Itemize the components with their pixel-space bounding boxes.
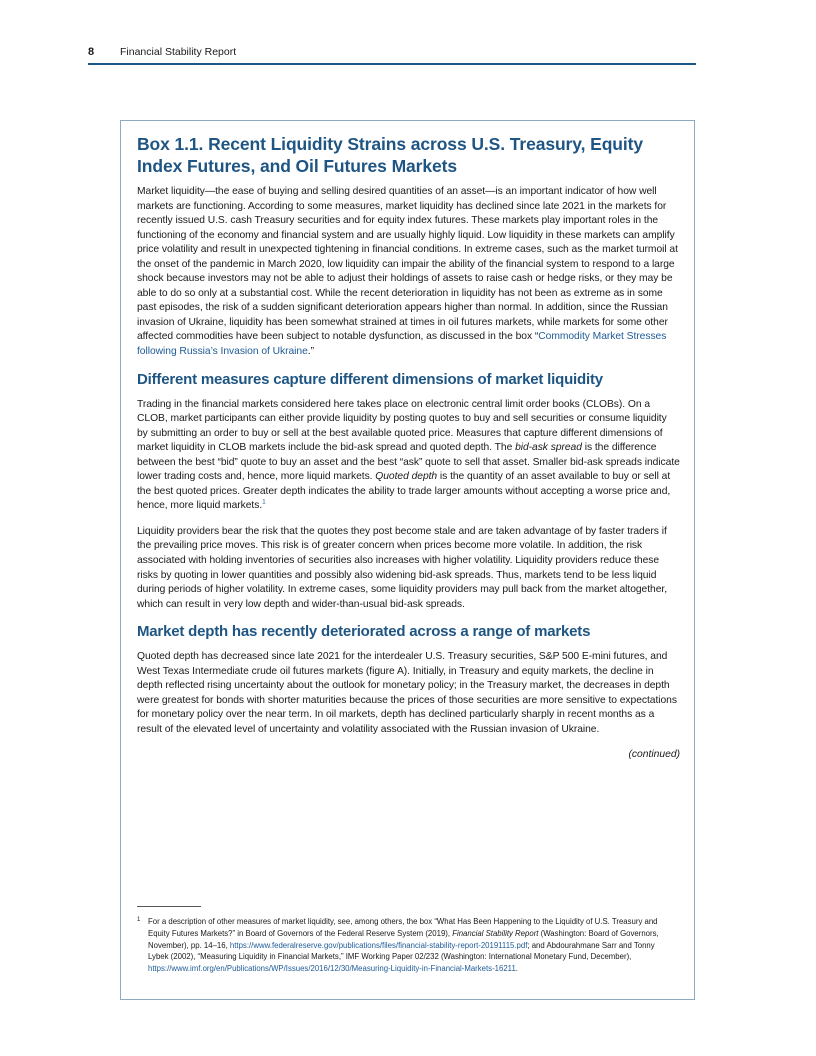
footnote-marker: 1 bbox=[137, 917, 141, 923]
footnote-ref[interactable]: 1 bbox=[262, 498, 266, 506]
intro-paragraph bbox=[137, 185, 680, 360]
fn-text-4: . bbox=[515, 964, 518, 974]
intro-text: Market liquidity—the ease of buying and selling desired quantities of an asset—is an important indicator of how well markets are functioning. According to some measures, market liquidity has declined since late 2021 in the markets for recently issued U.S. cash Treasury securities and for equity index futures. These markets play important roles in the functioning of the economy and financial system and are usually highly liquid. Low liquidity in these markets can amplify price volatility and result in unexpected tightening in financial conditions. In extreme cases, such as the market turmoil at the onset of the pandemic in March 2020, low liquidity can impair the ability of the financial system to respond to a large shock because investors may not be able to adjust their holdings of assets to raise cash or hedge risks, or they may be able to do so only at a substantial cost. While the recent deterioration in liquidity has not been as extreme as in some past episodes, the risk of a sudden significant deterioration appears higher than normal. In addition, since the Russian invasion of Ukraine, liquidity has been somewhat strained at times in oil futures markets, while markets for some other affected commodities have been subject to notable dysfunction, as discussed in the box “ bbox=[137, 186, 678, 343]
imf-link[interactable]: https://www.imf.org/en/Publications/WP/Issues/2016/12/30/Measuring-Liquidity-in-Financial-Markets-16211 bbox=[148, 964, 516, 974]
box-1-1 bbox=[120, 120, 695, 1000]
continued-label: (continued) bbox=[628, 748, 680, 760]
fn-text-3: ; and Abdourahmane Sarr and Tonny Lybek (2002), “Measuring Liquidity in Financial Markets,” IMF Working Paper 02/232 (Washington: International Monetary Fund, December), bbox=[148, 940, 655, 962]
section1-paragraph1 bbox=[137, 398, 680, 514]
footnote-rule bbox=[137, 906, 201, 907]
page-header bbox=[88, 44, 696, 62]
box-content bbox=[137, 133, 680, 760]
intro-after: .” bbox=[307, 346, 314, 358]
fn-italic-title: Financial Stability Report bbox=[452, 928, 539, 938]
s1p1-text-b: is the difference between the best “bid” quote to buy an asset and the best “ask” quote to sell that asset. Smaller bid-ask spreads indicate lower trading costs and, hence, more liquid markets. bbox=[137, 442, 680, 483]
page-number: 8 bbox=[88, 46, 95, 58]
section2-paragraph1: Quoted depth has decreased since late 2021 for the interdealer U.S. Treasury securities, S&P 500 E-mini futures, and West Texas Intermediate crude oil futures markets (figure A). Initially, in Treasury and equity markets, the decline in depth reflected rising uncertainty about the outlook for monetary policy; in the Treasury market, the decreases in depth were greatest for bonds with shorter maturities because the prices of those securities are more sensitive to expectations for monetary policy over the near term. In oil markets, depth has declined particularly sharply in recent months as a result of the elevated level of uncertainty and volatility associated with the Russian invasion of Ukraine. bbox=[137, 651, 677, 735]
footnote-text bbox=[148, 916, 677, 975]
fn-text-1: For a description of other measures of market liquidity, see, among others, the box “What Has Been Happening to the Liquidity of U.S. Treasury and Equity Futures Markets?” in Board of Governors of the Federal Reserve System (2019), bbox=[148, 917, 658, 938]
term-quoted-depth: Quoted depth bbox=[375, 471, 438, 483]
section2-heading: Market depth has recently deteriorated across a range of markets bbox=[137, 623, 591, 641]
s1p1-text-a: Trading in the financial markets considered here takes place on electronic central limit order books (CLOBs). On a CLOB, market participants can either provide liquidity by posting quotes to buy and sell securities or consume liquidity by submitting an order to buy or sell at the best available quoted price. Measures that capture different dimensions of market liquidity in CLOB markets include the bid-ask spread and quoted depth. The bbox=[137, 398, 667, 454]
running-title: Financial Stability Report bbox=[120, 46, 237, 58]
section1-heading: Different measures capture different dimensions of market liquidity bbox=[137, 370, 603, 388]
commodity-stresses-link[interactable]: Commodity Market Stresses following Russia’s Invasion of Ukraine bbox=[137, 331, 667, 358]
section1-paragraph2: Liquidity providers bear the risk that the quotes they post become stale and are taken advantage of by faster traders if the prevailing price moves. This risk is of greater concern when prices become more volatile. In addition, the risk associated with holding inventories of securities also increases with higher volatility. Liquidity providers reduce these risks by quoting in lower quantities and possibly also widening bid-ask spreads. Thus, markets tend to be less liquid during periods of higher volatility. In extreme cases, some liquidity providers may pull back from the market altogether, which can result in very low depth and wider-than-usual bid-ask spreads. bbox=[137, 525, 668, 610]
box-title: Box 1.1. Recent Liquidity Strains across U.S. Treasury, Equity Index Futures, and Oil Futures Markets bbox=[137, 134, 644, 176]
header-rule bbox=[88, 63, 696, 65]
term-bid-ask-spread: bid-ask spread bbox=[515, 442, 582, 454]
fn-text-2: (Washington: Board of Governors, November), pp. 14–16, bbox=[148, 928, 659, 950]
federalreserve-link[interactable]: https://www.federalreserve.gov/publications/files/financial-stability-report-20191115.pdf bbox=[229, 940, 528, 950]
footnote bbox=[137, 916, 677, 975]
s1p1-text-c: is the quantity of an asset available to buy or sell at the best quoted prices. Greater depth indicates the ability to trade larger amounts without accepting a worse price and, hence, more liquid markets. bbox=[137, 471, 671, 512]
